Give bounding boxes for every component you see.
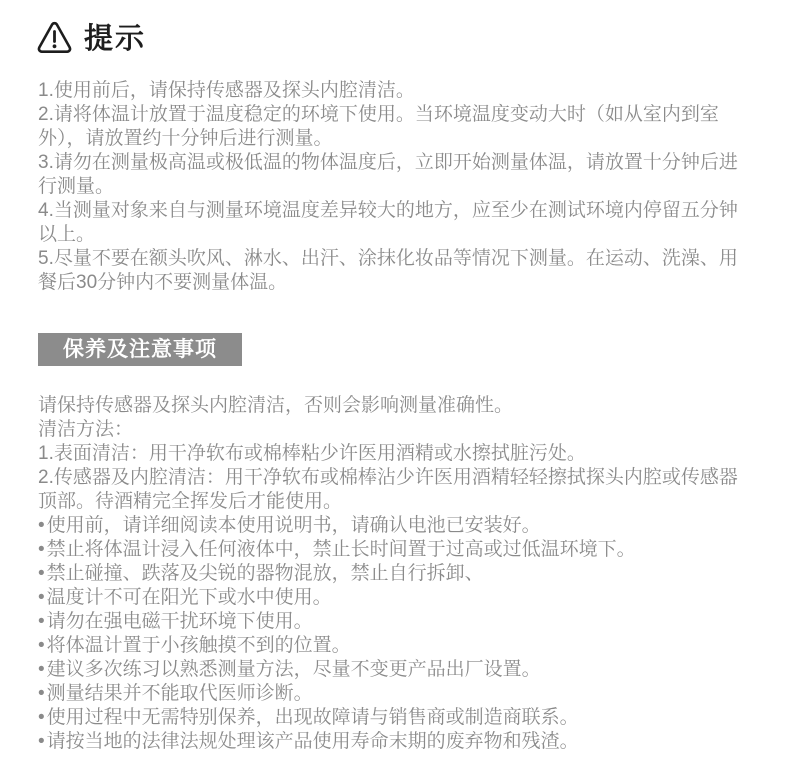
bullet-text: 禁止碰撞、跌落及尖锐的器物混放，禁止自行拆卸、	[46, 563, 484, 584]
tips-list	[38, 79, 752, 295]
bullet-marker: •	[38, 635, 45, 656]
bullet-marker: •	[38, 515, 45, 536]
bullet-text: 禁止将体温计浸入任何液体中，禁止长时间置于过高或过低温环境下。	[46, 539, 636, 560]
tip-item: 2.请将体温计放置于温度稳定的环境下使用。当环境温度变动大时（如从室内到室外），请放置约十分钟后进行测量。	[38, 104, 719, 149]
tip-item: 5.尽量不要在额头吹风、淋水、出汗、涂抹化妆品等情况下测量。在运动、洗澡、用餐后30分钟内不要测量体温。	[38, 248, 738, 293]
bullet-item	[38, 514, 752, 538]
bullet-marker: •	[38, 539, 45, 560]
maintenance-banner-title: 保养及注意事项	[38, 333, 242, 366]
bullet-item	[38, 634, 752, 658]
bullet-item	[38, 658, 752, 682]
bullet-text: 测量结果并不能取代医师诊断。	[46, 683, 313, 704]
cleaning-step: 1.表面清洁：用干净软布或棉棒粘少许医用酒精或水擦拭脏污处。	[38, 443, 586, 464]
bullet-marker: •	[38, 731, 45, 752]
maintenance-section	[38, 394, 752, 754]
tip-item: 1.使用前后，请保持传感器及探头内腔清洁。	[38, 80, 415, 101]
bullet-text: 建议多次练习以熟悉测量方法，尽量不变更产品出厂设置。	[46, 659, 541, 680]
cleaning-steps	[38, 442, 752, 514]
bullet-marker: •	[38, 659, 45, 680]
bullet-item	[38, 610, 752, 634]
bullet-text: 使用过程中无需特别保养，出现故障请与销售商或制造商联系。	[46, 707, 579, 728]
bullet-item	[38, 586, 752, 610]
warning-triangle-icon	[36, 20, 73, 54]
maintenance-intro: 请保持传感器及探头内腔清洁，否则会影响测量准确性。	[38, 395, 514, 416]
bullet-marker: •	[38, 563, 45, 584]
tips-header	[36, 16, 790, 57]
tips-title: 提示	[84, 23, 147, 55]
tip-item: 4.当测量对象来自与测量环境温度差异较大的地方，应至少在测试环境内停留五分钟以上。	[38, 200, 738, 245]
cleaning-method-heading: 清洁方法：	[38, 419, 134, 440]
bullet-marker: •	[38, 611, 45, 632]
bullet-item	[38, 562, 752, 586]
bullet-item	[38, 682, 752, 706]
bullet-item	[38, 706, 752, 730]
bullet-text: 请按当地的法律法规处理该产品使用寿命末期的废弃物和残渣。	[46, 731, 579, 752]
bullet-marker: •	[38, 587, 45, 608]
bullet-item	[38, 538, 752, 562]
tip-item: 3.请勿在测量极高温或极低温的物体温度后，立即开始测量体温，请放置十分钟后进行测量。	[38, 152, 738, 197]
bullet-text: 温度计不可在阳光下或水中使用。	[46, 587, 332, 608]
banner-row	[38, 333, 790, 366]
bullet-text: 使用前，请详细阅读本使用说明书，请确认电池已安装好。	[46, 515, 541, 536]
bullet-text: 将体温计置于小孩触摸不到的位置。	[46, 635, 351, 656]
maintenance-bullets	[38, 514, 752, 754]
bullet-marker: •	[38, 707, 45, 728]
bullet-item	[38, 730, 752, 754]
bullet-marker: •	[38, 683, 45, 704]
cleaning-step: 2.传感器及内腔清洁：用干净软布或棉棒沾少许医用酒精轻轻擦拭探头内腔或传感器顶部。待酒精完全挥发后才能使用。	[38, 467, 738, 512]
bullet-text: 请勿在强电磁干扰环境下使用。	[46, 611, 313, 632]
